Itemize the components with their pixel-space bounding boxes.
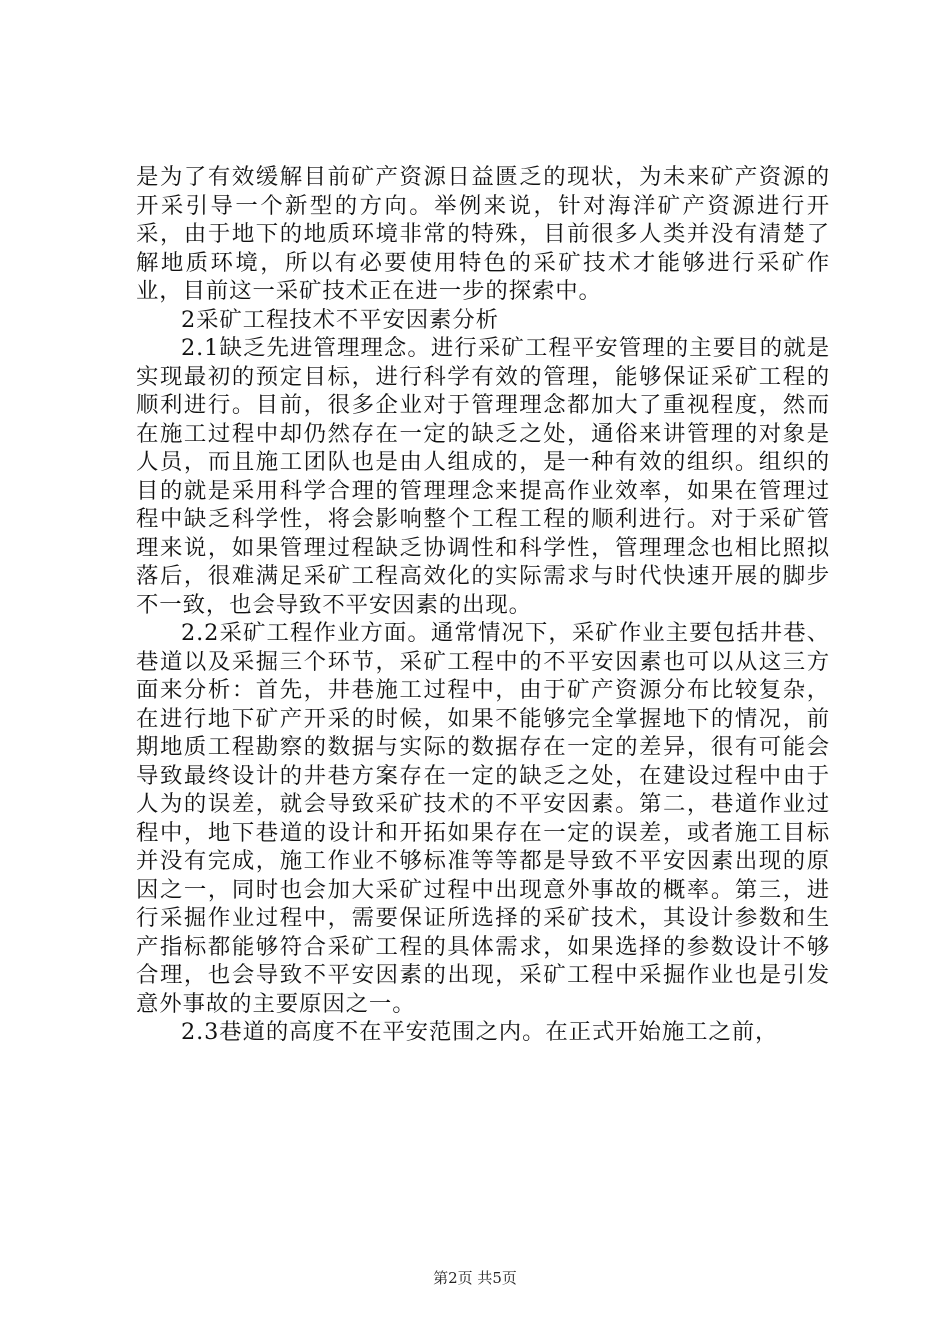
paragraph-2-1: 2.1缺乏先进管理理念。进行采矿工程平安管理的主要目的就是实现最初的预定目标，进行科学有效的管理，能够保证采矿工程的顺利进行。目前，很多企业对于管理理念都加大了重视程度，然而在施工过程中却仍然存在一定的缺乏之处，通俗来讲管理的对象是人员，而且施工团队也是由人组成的，是一种有效的组织。组织的目的就是采用科学合理的管理理念来提高作业效率，如果在管理过程中缺乏科学性，将会影响整个工程工程的顺利进行。对于采矿管理来说，如果管理过程缺乏协调性和科学性，管理理念也相比照拟落后，很难满足采矿工程高效化的实际需求与时代快速开展的脚步不一致，也会导致不平安因素的出现。 bbox=[136, 335, 830, 618]
paragraph-2-2: 2.2采矿工程作业方面。通常情况下，采矿作业主要包括井巷、巷道以及采掘三个环节，采矿工程中的不平安因素也可以从这三方面来分析：首先，井巷施工过程中，由于矿产资源分布比较复杂，在进行地下矿产开采的时候，如果不能够完全掌握地下的情况，前期地质工程勘察的数据与实际的数据存在一定的差异，很有可能会导致最终设计的井巷方案存在一定的缺乏之处，在建设过程中由于人为的误差，就会导致采矿技术的不平安因素。第二，巷道作业过程中，地下巷道的设计和开拓如果存在一定的误差，或者施工目标并没有完成，施工作业不够标准等等都是导致不平安因素出现的原因之一，同时也会加大采矿过程中出现意外事故的概率。第三，进行采掘作业过程中，需要保证所选择的采矿技术，其设计参数和生产指标都能够符合采矿工程的具体需求，如果选择的参数设计不够合理，也会导致不平安因素的出现，采矿工程中采掘作业也是引发意外事故的主要原因之一。 bbox=[136, 620, 830, 1017]
paragraph-continuation: 是为了有效缓解目前矿产资源日益匮乏的现状，为未来矿产资源的开采引导一个新型的方向。举例来说，针对海洋矿产资源进行开采，由于地下的地质环境非常的特殊，目前很多人类并没有清楚了解地质环境，所以有必要使用特色的采矿技术才能够进行采矿作业，目前这一采矿技术正在进一步的探索中。 bbox=[136, 164, 830, 304]
paragraph-2-3: 2.3巷道的高度不在平安范围之内。在正式开始施工之前， bbox=[181, 1019, 779, 1045]
section-heading: 2采矿工程技术不平安因素分析 bbox=[181, 306, 499, 333]
page-number-footer: 第2页 共5页 bbox=[433, 1269, 517, 1287]
document-body bbox=[136, 163, 830, 1047]
